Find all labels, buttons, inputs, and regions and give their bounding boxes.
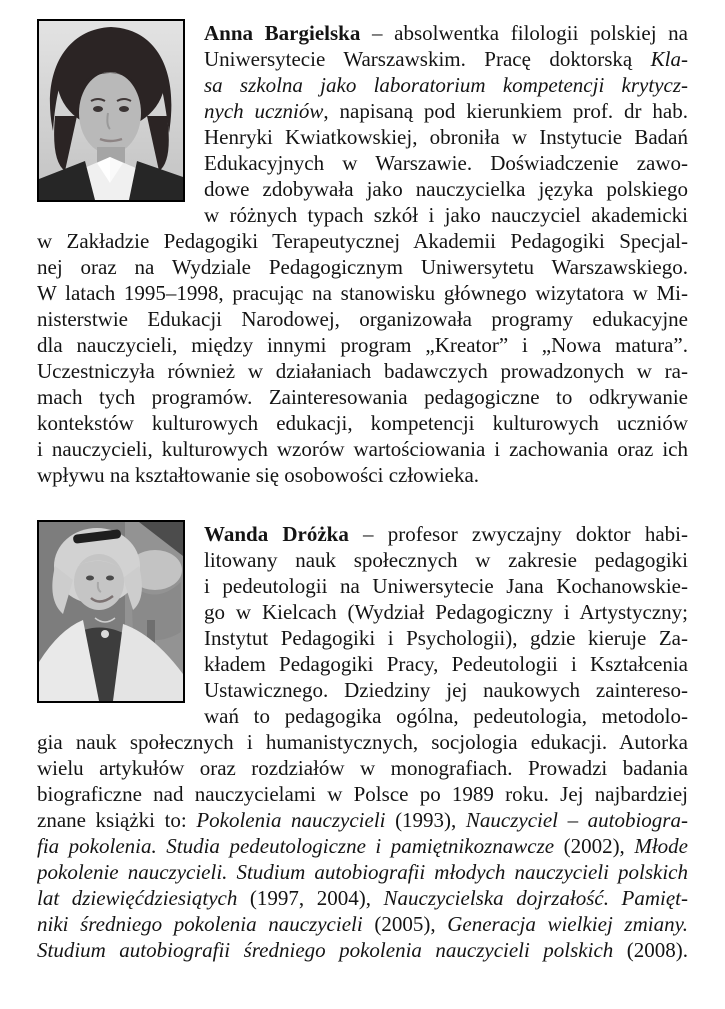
text-line [37, 859, 688, 885]
text-line [37, 911, 688, 937]
text-line [37, 176, 688, 202]
text-segment: W latach 1995–1998, pracując na stanowisku głównego wizytatora w Mi- [37, 281, 688, 305]
text-segment: nej oraz na Wydziale Pedagogicznym Uniwersytetu Warszawskiego. [37, 255, 688, 279]
text-line [37, 651, 688, 677]
text-line [37, 547, 688, 573]
text-segment: gia nauk społecznych i humanistycznych, socjologia edukacji. Autorka [37, 730, 688, 754]
text-segment: (2002), [554, 834, 635, 858]
text-segment: wielu artykułów oraz rozdziałów w monografiach. Prowadzi badania [37, 756, 688, 780]
text-segment: i nauczycieli, kulturowych wzorów wartościowania i zachowania oraz ich [37, 437, 688, 461]
italic-title-segment: niki średniego pokolenia nauczycieli [37, 912, 363, 936]
text-line [37, 254, 688, 280]
text-segment: (1997, 2004), [237, 886, 384, 910]
text-segment: Ustawicznego. Dziedziny jej naukowych zaintereso- [204, 678, 688, 702]
text-segment: (2005), [362, 912, 448, 936]
text-line [37, 436, 688, 462]
italic-title-segment: Młode [634, 834, 688, 858]
text-line [37, 677, 688, 703]
text-segment: wpływu na kształtowanie się osobowości człowieka. [37, 463, 480, 487]
text-line [37, 885, 688, 911]
italic-title-segment: Generacja wielkiej zmiany. [447, 912, 688, 936]
text-segment: Henryki Kwiatkowskiej, obroniła w Instytucie Badań [204, 125, 688, 149]
text-line [37, 202, 688, 228]
text-line [37, 462, 688, 488]
bio-wanda-drozka [37, 521, 688, 963]
text-line [37, 781, 688, 807]
italic-title-segment: nych uczniów [204, 99, 324, 123]
italic-title-segment: Nauczyciel – autobiogra- [465, 808, 688, 832]
text-segment: – profesor zwyczajny doktor habi- [348, 522, 688, 546]
italic-title-segment: pokolenie nauczycieli. Studium autobiografii młodych nauczycieli polskich [37, 860, 688, 884]
text-segment: , napisaną pod kierunkiem prof. dr hab. [323, 99, 688, 123]
text-line [37, 384, 688, 410]
text-segment: mach tych programów. Zainteresowania pedagogiczne to odkrywanie [37, 385, 688, 409]
text-line [37, 150, 688, 176]
italic-title-segment: Pokolenia nauczycieli [196, 808, 386, 832]
italic-title-segment: sa szkolna jako laboratorium kompetencji krytycz- [204, 73, 688, 97]
text-line [37, 703, 688, 729]
text-segment: i pedeutologii na Uniwersytecie Jana Kochanowskie- [204, 574, 688, 598]
text-line [37, 573, 688, 599]
text-line [37, 228, 688, 254]
text-segment: – absolwentka filologii polskiej na [360, 21, 688, 45]
text-line [37, 833, 688, 859]
italic-title-segment: lat dziewięćdziesiątych [37, 886, 238, 910]
text-line [37, 521, 688, 547]
author-name: Anna Bargielska [204, 21, 361, 45]
text-segment: kontekstów kulturowych edukacji, kompetencji kulturowych uczniów [37, 411, 688, 435]
text-segment: dowe zdobywała jako nauczycielka języka polskiego [204, 177, 688, 201]
text-line [37, 625, 688, 651]
text-segment: Uczestniczyła również w działaniach badawczych prowadzonych w ra- [37, 359, 688, 383]
text-line [37, 46, 688, 72]
text-segment: znane książki to: [37, 808, 197, 832]
text-line [37, 332, 688, 358]
text-segment: go w Kielcach (Wydział Pedagogiczny i Artystyczny; [204, 600, 688, 624]
text-segment: wań to pedagogika ogólna, pedeutologia, metodolo- [204, 704, 688, 728]
text-segment: kładem Pedagogiki Pracy, Pedeutologii i Kształcenia [204, 652, 688, 676]
text-line [37, 20, 688, 46]
italic-title-segment: Studium autobiografii średniego pokolenia nauczycieli polskich [37, 938, 614, 962]
text-segment: Edukacyjnych w Warszawie. Doświadczenie zawo- [204, 151, 688, 175]
text-line [37, 599, 688, 625]
text-segment: litowany nauk społecznych w zakresie pedagogiki [204, 548, 688, 572]
text-segment: dla nauczycieli, między innymi program „Kreator” i „Nowa matura”. [37, 333, 688, 357]
text-segment: Uniwersytecie Warszawskim. Pracę doktorską [204, 47, 651, 71]
text-segment: biograficzne nad nauczycielami w Polsce po 1989 roku. Jej najbardziej [37, 782, 688, 806]
text-segment: nisterstwie Edukacji Narodowej, organizowała programy edukacyjne [37, 307, 688, 331]
text-segment: w różnych typach szkół i jako nauczyciel akademicki [204, 203, 688, 227]
italic-title-segment: Kla- [650, 47, 688, 71]
italic-title-segment: Nauczycielska dojrzałość. Pamięt- [383, 886, 688, 910]
text-line [37, 807, 688, 833]
text-segment: Instytut Pedagogiki i Psychologii), gdzie kieruje Za- [204, 626, 688, 650]
text-line [37, 937, 688, 963]
text-line [37, 98, 688, 124]
text-segment: (2008). [613, 938, 688, 962]
italic-title-segment: fia pokolenia. Studia pedeutologiczne i pamiętnikoznawcze [37, 834, 555, 858]
text-line [37, 755, 688, 781]
text-line [37, 410, 688, 436]
text-line [37, 72, 688, 98]
biographies-text-block [37, 20, 688, 963]
text-line [37, 729, 688, 755]
text-line [37, 358, 688, 384]
text-line [37, 280, 688, 306]
text-line [37, 124, 688, 150]
text-segment: w Zakładzie Pedagogiki Terapeutycznej Akademii Pedagogiki Specjal- [37, 229, 688, 253]
bio-anna-bargielska [37, 20, 688, 488]
text-line [37, 306, 688, 332]
author-name: Wanda Dróżka [204, 522, 349, 546]
text-segment: (1993), [385, 808, 466, 832]
